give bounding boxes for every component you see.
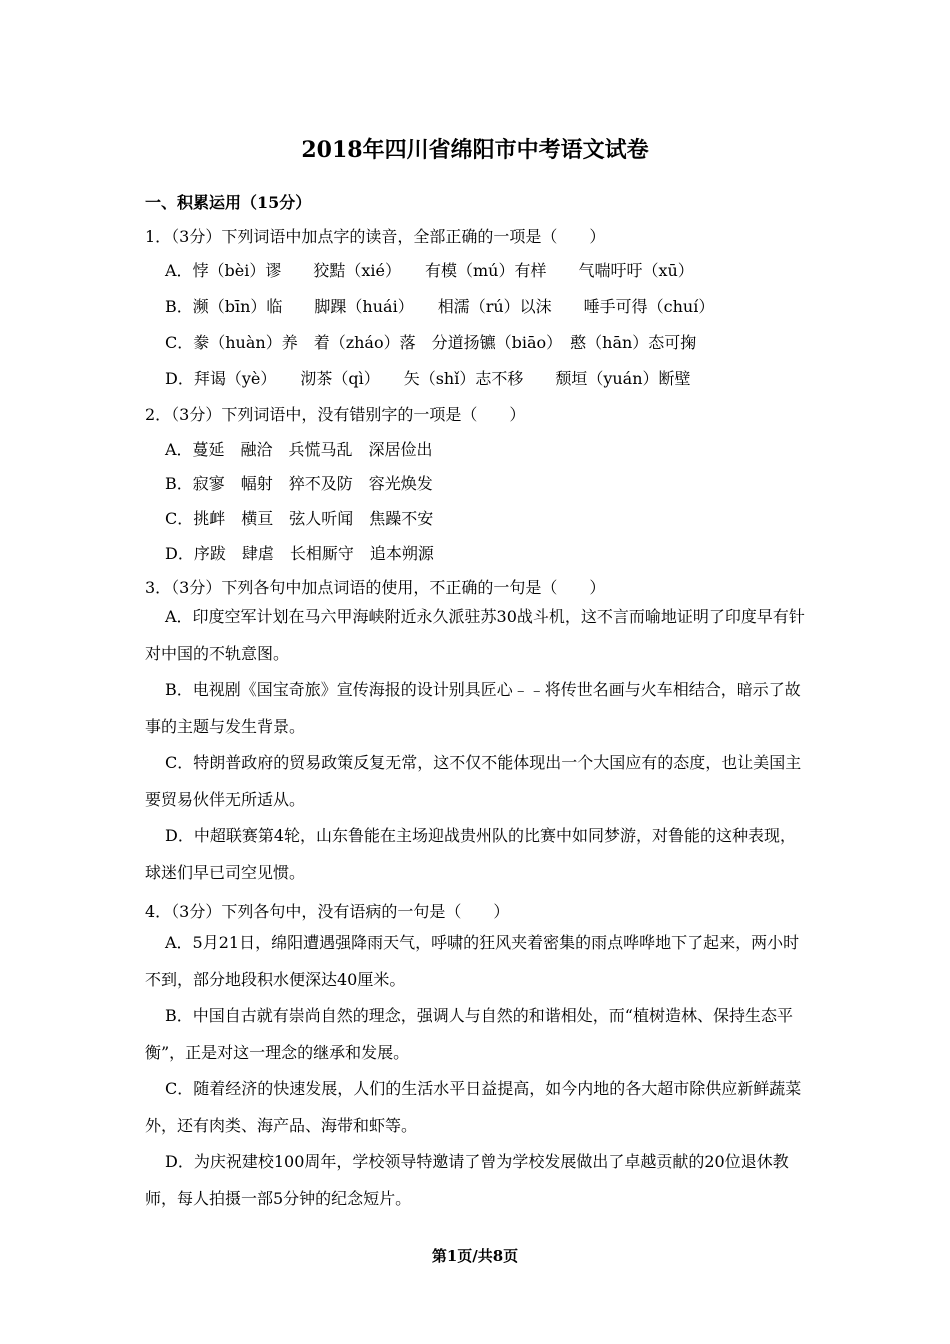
question-3-option-a: A．印度空军计划在马六甲海峡附近永久派驻苏30战斗机，这不言而喻地证明了印度早有针对中国的不轨意图。	[145, 607, 805, 663]
page-footer: 第1页/共8页	[431, 1247, 519, 1265]
question-2-option-a: A．蔓延 融洽 兵慌马乱 深居俭出	[165, 440, 433, 459]
question-4-option-d: D．为庆祝建校100周年，学校领导特邀请了曾为学校发展做出了卓越贡献的20位退休教师，每人拍摄一部5分钟的纪念短片。	[145, 1152, 789, 1208]
question-3-stem: 3．（3分）下列各句中加点词语的使用，不正确的一句是（ ）	[145, 578, 606, 597]
question-3-option-b: B．电视剧《国宝奇旅》宣传海报的设计别具匠心﹣﹣将传世名画与火车相结合，暗示了故事的主题与发生背景。	[145, 680, 801, 736]
question-4-option-a: A．5月21日，绵阳遭遇强降雨天气，呼啸的狂风夹着密集的雨点哗哗地下了起来，两小时不到，部分地段积水便深达40厘米。	[145, 933, 800, 989]
question-4-option-b: B．中国自古就有崇尚自然的理念，强调人与自然的和谐相处，而“植树造林、保持生态平衡”，正是对这一理念的继承和发展。	[145, 1006, 793, 1062]
question-2-option-d: D．序跋 肆虐 长相厮守 追本朔源	[165, 544, 434, 563]
question-4-stem: 4．（3分）下列各句中，没有语病的一句是（ ）	[145, 902, 510, 921]
question-2-option-c: C．挑衅 横亘 弦人听闻 焦躁不安	[165, 509, 434, 528]
question-2-option-b: B．寂寥 幅射 猝不及防 容光焕发	[165, 474, 433, 493]
question-4-option-c: C．随着经济的快速发展，人们的生活水平日益提高，如今内地的各大超市除供应新鲜蔬菜外，还有肉类、海产品、海带和虾等。	[145, 1079, 802, 1135]
question-2-stem: 2．（3分）下列词语中，没有错别字的一项是（ ）	[145, 405, 526, 424]
question-1-option-a: A．悖（bèi）谬 狡黠（xié） 有模（mú）有样 气喘吁吁（xū）	[165, 261, 694, 280]
question-3-option-c: C．特朗普政府的贸易政策反复无常，这不仅不能体现出一个大国应有的态度，也让美国主要贸易伙伴无所适从。	[145, 753, 802, 809]
question-1-stem: 1．（3分）下列词语中加点字的读音，全部正确的一项是（ ）	[145, 227, 606, 246]
section-heading: 一、积累运用（15分）	[145, 193, 312, 212]
question-1-option-d: D．拜谒（yè） 沏茶（qì） 矢（shǐ）志不移 颓垣（yuán）断壁	[165, 369, 691, 388]
question-1-option-c: C．豢（huàn）养 着（zháo）落 分道扬镳（biāo） 憨（hān）态可掬	[165, 333, 697, 352]
question-1-option-b: B．濒（bīn）临 脚踝（huái） 相濡（rú）以沫 唾手可得（chuí）	[165, 297, 715, 316]
question-3-option-d: D．中超联赛第4轮，山东鲁能在主场迎战贵州队的比赛中如同梦游，对鲁能的这种表现，球迷们早已司空见惯。	[145, 826, 797, 882]
page-title: 2018年四川省绵阳市中考语文试卷	[301, 137, 649, 163]
